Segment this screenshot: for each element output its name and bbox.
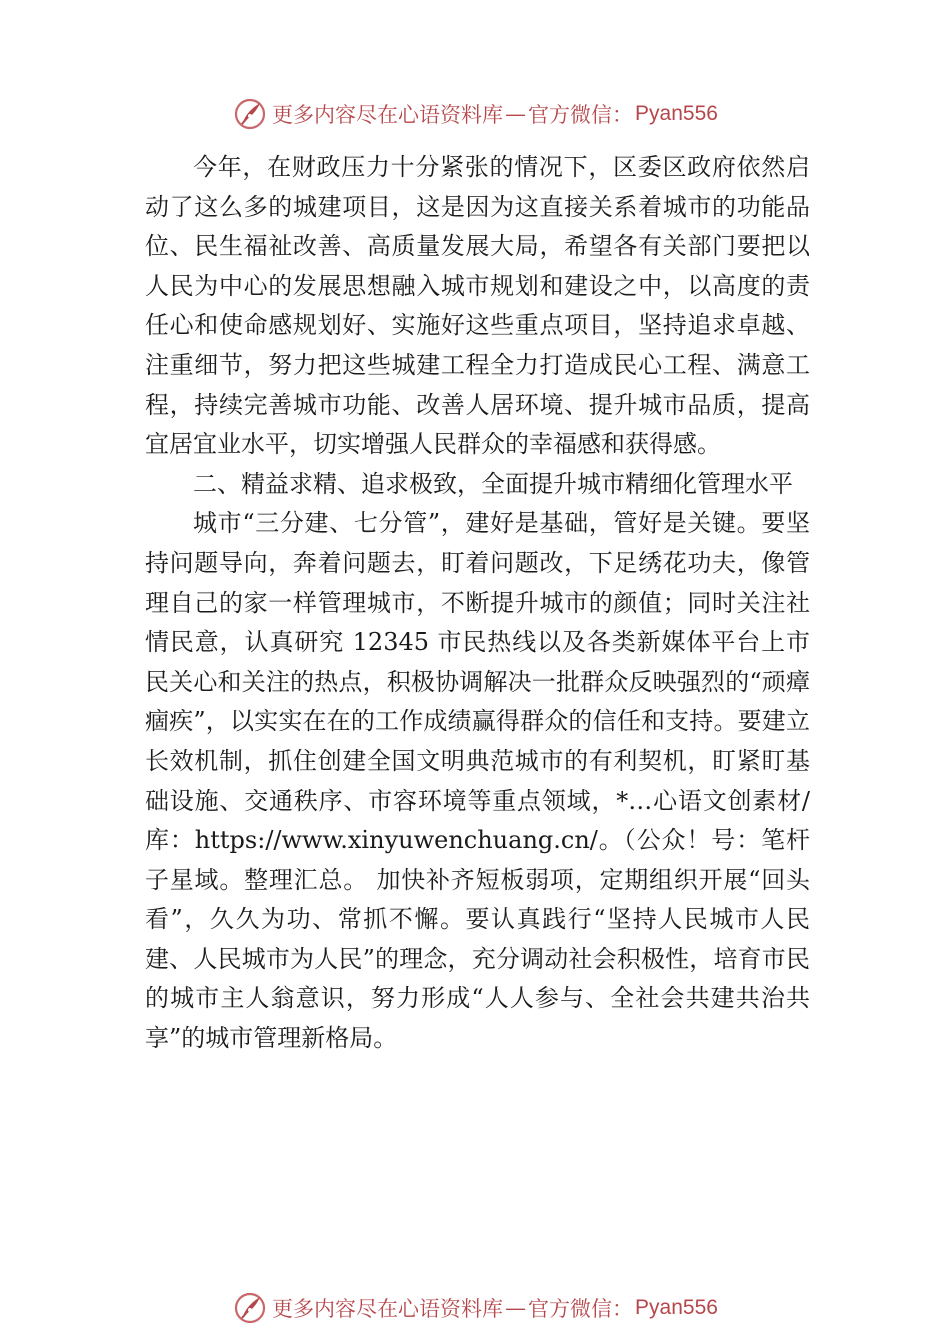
section-heading: 二、精益求精、追求极致，全面提升城市精细化管理水平	[193, 469, 793, 498]
banner-wechat-label: 官方微信：	[528, 1297, 634, 1321]
banner-account: Pyan556	[635, 102, 718, 125]
banner-wechat-label: 官方微信：	[528, 103, 634, 127]
banner-separator: —	[505, 1296, 527, 1320]
banner-account: Pyan556	[635, 1296, 718, 1319]
footer-banner	[0, 1288, 950, 1328]
header-banner	[0, 94, 950, 134]
quill-pen-logo-icon	[232, 96, 268, 132]
banner-site-name: 更多内容尽在心语资料库	[272, 103, 504, 127]
banner-separator: —	[505, 102, 527, 126]
document-body	[145, 148, 810, 1059]
paragraph-1: 今年，在财政压力十分紧张的情况下，区委区政府依然启动了这么多的城建项目，这是因为这直接关系着城市的功能品位、民生福祉改善、高质量发展大局，希望各有关部门要把以人民为中心的发展思想融入城市规划和建设之中，以高度的责任心和使命感规划好、实施好这些重点项目，坚持追求卓越、注重细节，努力把这些城建工程全力打造成民心工程、满意工程，持续完善城市功能、改善人居环境、提升城市品质，提高宜居宜业水平，切实增强人民群众的幸福感和获得感。	[145, 153, 810, 459]
paragraph-2: 城市“三分建、七分管”，建好是基础，管好是关键。要坚持问题导向，奔着问题去，盯着问题改，下足绣花功夫，像管理自己的家一样管理城市，不断提升城市的颜值；同时关注社情民意，认真研究 12345 市民热线以及各类新媒体平台上市民关心和关注的热点，积极协调解决一批群众反映强烈的“顽瘴痼疾”，以实实在在的工作成绩赢得群众的信任和支持。要建立长效机制，抓住创建全国文明典范城市的有利契机，盯紧盯基础设施、交通秩序、市容环境等重点领域，*…心语文创素材/库：https://www.xinyuwenchuang.cn/。（公众！号：笔杆子星域。整理汇总。 加快补齐短板弱项，定期组织开展“回头看”，久久为功、常抓不懈。要认真践行“坚持人民城市人民建、人民城市为人民”的理念，充分调动社会积极性，培育市民的城市主人翁意识，努力形成“人人参与、全社会共建共治共享”的城市管理新格局。	[145, 509, 810, 1053]
quill-pen-logo-icon	[232, 1290, 268, 1326]
banner-site-name: 更多内容尽在心语资料库	[272, 1297, 504, 1321]
